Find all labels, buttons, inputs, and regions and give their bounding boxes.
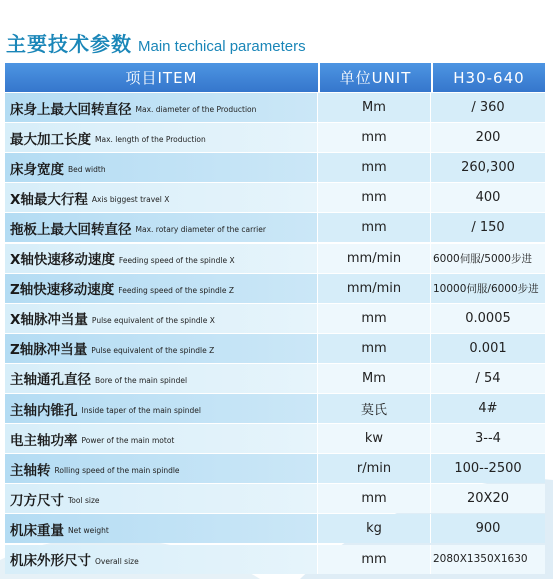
- parameter-name-chinese: 主轴转: [10, 462, 51, 479]
- parameter-unit: mm: [318, 153, 431, 182]
- parameter-name-cell: [5, 484, 318, 513]
- parameter-name-chinese: X轴最大行程: [10, 191, 88, 208]
- parameter-name-chinese: 机床重量: [10, 522, 64, 539]
- parameter-name-english: Bore of the main spindel: [95, 375, 188, 385]
- table-row: [5, 123, 545, 152]
- parameter-value: 260,300: [431, 153, 545, 182]
- parameter-name-english: Rolling speed of the main spindle: [54, 466, 180, 476]
- table-body: [5, 93, 545, 573]
- column-header-item: 项目ITEM: [5, 63, 318, 92]
- parameter-value: 100--2500: [431, 454, 545, 483]
- parameter-unit: kg: [318, 514, 431, 543]
- parameter-name-cell: [5, 153, 318, 182]
- table-row: [5, 334, 545, 363]
- parameter-unit: mm: [318, 213, 431, 242]
- table-row: [5, 183, 545, 212]
- parameter-name-cell: [5, 394, 318, 423]
- parameter-unit: 莫氏: [318, 394, 431, 423]
- parameter-unit: Mm: [318, 364, 431, 393]
- parameter-name-chinese: 拖板上最大回转直径: [10, 221, 132, 238]
- parameter-unit: mm/min: [318, 244, 431, 273]
- parameter-name-english: Max. diameter of the Production: [135, 105, 257, 115]
- parameter-name-english: Inside taper of the main spindel: [81, 406, 201, 416]
- table-row: [5, 364, 545, 393]
- table-row: [5, 545, 545, 574]
- parameter-name-chinese: 电主轴功率: [10, 432, 78, 449]
- parameter-name-english: Feeding speed of the spindle X: [118, 255, 235, 265]
- parameter-name-english: Axis biggest travel X: [91, 195, 170, 205]
- parameters-table: [5, 63, 545, 575]
- parameter-name-english: Overall size: [95, 556, 139, 566]
- page-header: [6, 28, 306, 60]
- parameter-unit: mm: [318, 123, 431, 152]
- parameter-name-chinese: 主轴通孔直径: [10, 372, 91, 389]
- parameter-name-cell: [5, 274, 318, 303]
- parameter-value: 6000伺服/5000步进: [431, 244, 545, 273]
- column-header-model: H30-640: [431, 63, 545, 92]
- parameter-value: 4#: [431, 394, 545, 423]
- table-row: [5, 484, 545, 513]
- parameter-unit: mm: [318, 304, 431, 333]
- parameter-name-english: Max. rotary diameter of the carrier: [135, 225, 266, 235]
- parameter-name-cell: [5, 545, 318, 574]
- parameter-name-cell: [5, 364, 318, 393]
- parameter-name-chinese: Z轴快速移动速度: [10, 282, 115, 299]
- parameter-name-chinese: 床身上最大回转直径: [10, 101, 132, 118]
- parameter-unit: kw: [318, 424, 431, 453]
- parameter-value: 0.0005: [431, 304, 545, 333]
- parameter-name-cell: [5, 93, 318, 122]
- parameter-name-chinese: X轴脉冲当量: [10, 312, 88, 329]
- parameter-unit: r/min: [318, 454, 431, 483]
- parameter-value: 3--4: [431, 424, 545, 453]
- parameter-value: / 150: [431, 213, 545, 242]
- parameter-name-chinese: 机床外形尺寸: [10, 553, 91, 569]
- table-row: [5, 274, 545, 303]
- table-row: [5, 454, 545, 483]
- parameter-name-chinese: 刀方尺寸: [10, 492, 64, 509]
- page-title-english: Main techical parameters: [138, 38, 306, 55]
- parameter-unit: mm/min: [318, 274, 431, 303]
- parameter-name-cell: [5, 454, 318, 483]
- parameter-name-chinese: Z轴脉冲当量: [10, 342, 88, 359]
- table-row: [5, 213, 545, 242]
- parameter-name-cell: [5, 514, 318, 543]
- table-row: [5, 153, 545, 182]
- parameter-name-cell: [5, 424, 318, 453]
- parameter-unit: mm: [318, 334, 431, 363]
- table-row: [5, 514, 545, 543]
- parameter-name-english: Pulse equivalent of the spindle X: [91, 315, 215, 325]
- parameter-value: 200: [431, 123, 545, 152]
- table-header-row: [5, 63, 545, 92]
- table-row: [5, 424, 545, 453]
- table-row: [5, 244, 545, 273]
- parameter-name-english: Bed width: [68, 165, 106, 175]
- parameter-value: 900: [431, 514, 545, 543]
- parameter-value: 20X20: [431, 484, 545, 513]
- parameter-value: / 360: [431, 93, 545, 122]
- table-row: [5, 394, 545, 423]
- page-title-chinese: 主要技术参数: [6, 32, 132, 56]
- table-row: [5, 93, 545, 122]
- parameter-name-chinese: 床身宽度: [10, 161, 64, 178]
- parameter-unit: mm: [318, 484, 431, 513]
- parameter-name-chinese: 最大加工长度: [10, 131, 91, 148]
- parameter-value: / 54: [431, 364, 545, 393]
- parameter-name-cell: [5, 183, 318, 212]
- column-header-unit: 单位UNIT: [318, 63, 431, 92]
- parameter-unit: Mm: [318, 93, 431, 122]
- parameter-name-english: Tool size: [68, 496, 100, 506]
- parameter-unit: mm: [318, 183, 431, 212]
- parameter-name-english: Power of the main motot: [81, 436, 175, 446]
- parameter-name-cell: [5, 334, 318, 363]
- parameter-value: 10000伺服/6000步进: [431, 274, 545, 303]
- parameter-name-cell: [5, 244, 318, 273]
- parameter-value: 2080X1350X1630: [431, 545, 545, 574]
- parameter-value: 400: [431, 183, 545, 212]
- parameter-unit: mm: [318, 545, 431, 574]
- parameter-name-chinese: 主轴内锥孔: [10, 402, 78, 419]
- table-row: [5, 304, 545, 333]
- parameter-name-english: Net weight: [68, 526, 109, 536]
- parameter-name-cell: [5, 213, 318, 242]
- parameter-value: 0.001: [431, 334, 545, 363]
- parameter-name-english: Feeding speed of the spindle Z: [118, 285, 235, 295]
- parameter-name-cell: [5, 123, 318, 152]
- parameter-name-chinese: X轴快速移动速度: [10, 252, 115, 269]
- parameter-name-cell: [5, 304, 318, 333]
- parameter-name-english: Pulse equivalent of the spindle Z: [91, 345, 215, 355]
- parameter-name-english: Max. length of the Production: [95, 135, 206, 145]
